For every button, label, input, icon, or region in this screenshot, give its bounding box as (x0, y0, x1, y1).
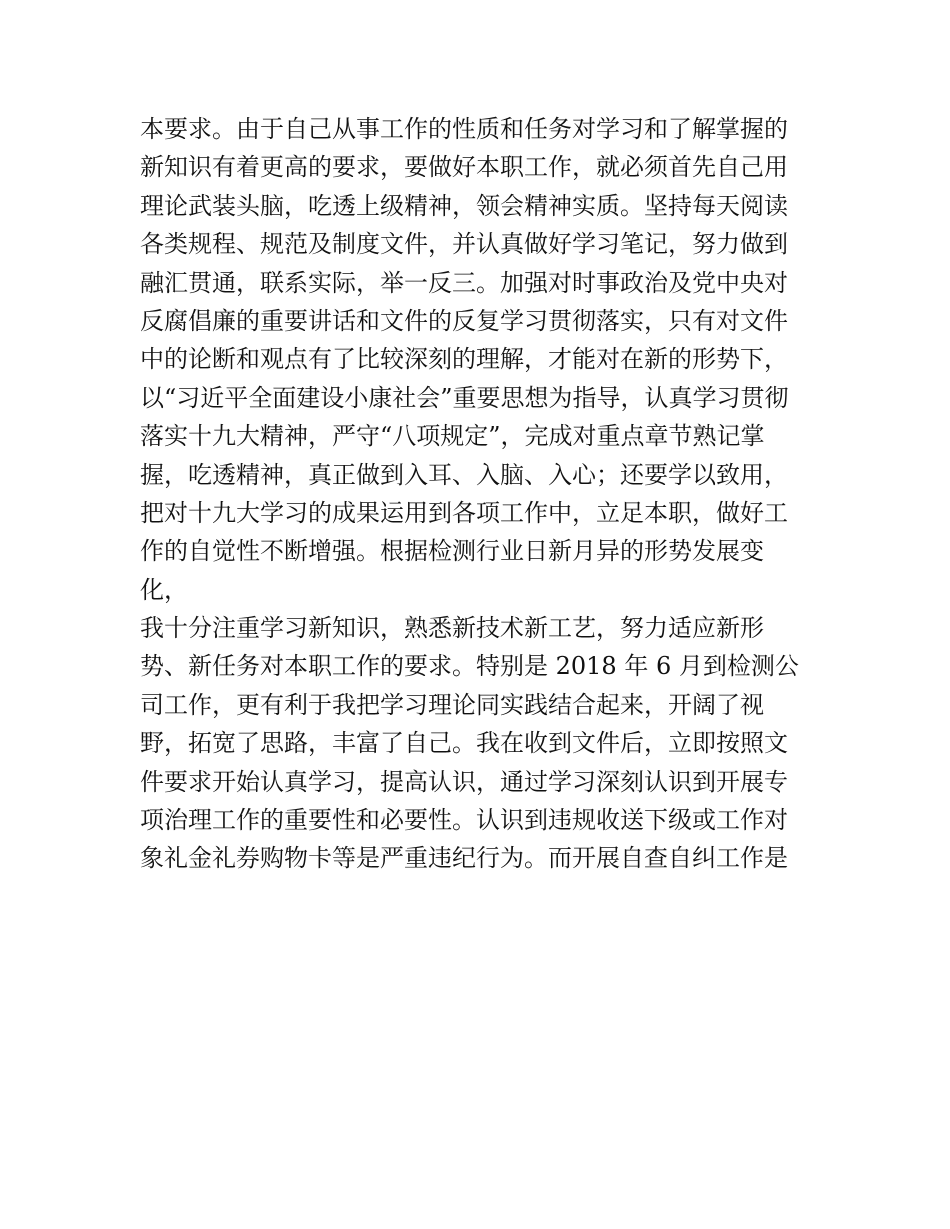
text-line: 项治理工作的重要性和必要性。认识到违规收送下级或工作对 (140, 806, 788, 835)
text-line: 反腐倡廉的重要讲话和文件的反复学习贯彻落实，只有对文件 (140, 306, 788, 335)
text-line: 本要求。由于自己从事工作的性质和任务对学习和了解掌握的 (140, 115, 788, 143)
text-line: 象礼金礼券购物卡等是严重违纪行为。而开展自查自纠工作是 (140, 844, 788, 873)
text-line: 握，吃透精神，真正做到入耳、入脑、入心；还要学以致用， (140, 460, 788, 489)
text-line: 把对十九大学习的成果运用到各项工作中，立足本职，做好工 (140, 498, 788, 527)
text-line: 中的论断和观点有了比较深刻的理解，才能对在新的形势下， (140, 345, 788, 374)
text-line: 理论武装头脑，吃透上级精神，领会精神实质。坚持每天阅读 (140, 191, 788, 220)
text-line: 野，拓宽了思路，丰富了自己。我在收到文件后，立即按照文 (140, 729, 788, 758)
text-line: 势、新任务对本职工作的要求。特别是 2018 年 6 月到检测公 (140, 652, 799, 681)
text-line: 作的自觉性不断增强。根据检测行业日新月异的形势发展变 (140, 537, 764, 566)
text-line: 司工作，更有利于我把学习理论同实践结合起来，开阔了视 (140, 690, 764, 719)
text-line: 件要求开始认真学习，提高认识，通过学习深刻认识到开展专 (140, 767, 788, 796)
text-line: 落实十九大精神，严守“八项规定”，完成对重点章节熟记掌 (140, 422, 765, 451)
text-line: 化， (140, 575, 188, 604)
text-line: 以“习近平全面建设小康社会”重要思想为指导，认真学习贯彻 (140, 383, 789, 412)
body-text (140, 110, 830, 878)
text-line: 各类规程、规范及制度文件，并认真做好学习笔记，努力做到 (140, 230, 788, 259)
text-line: 融汇贯通，联系实际，举一反三。加强对时事政治及党中央对 (140, 268, 788, 297)
text-line: 新知识有着更高的要求，要做好本职工作，就必须首先自己用 (140, 153, 788, 182)
text-line: 我十分注重学习新知识，熟悉新技术新工艺，努力适应新形 (140, 614, 764, 643)
